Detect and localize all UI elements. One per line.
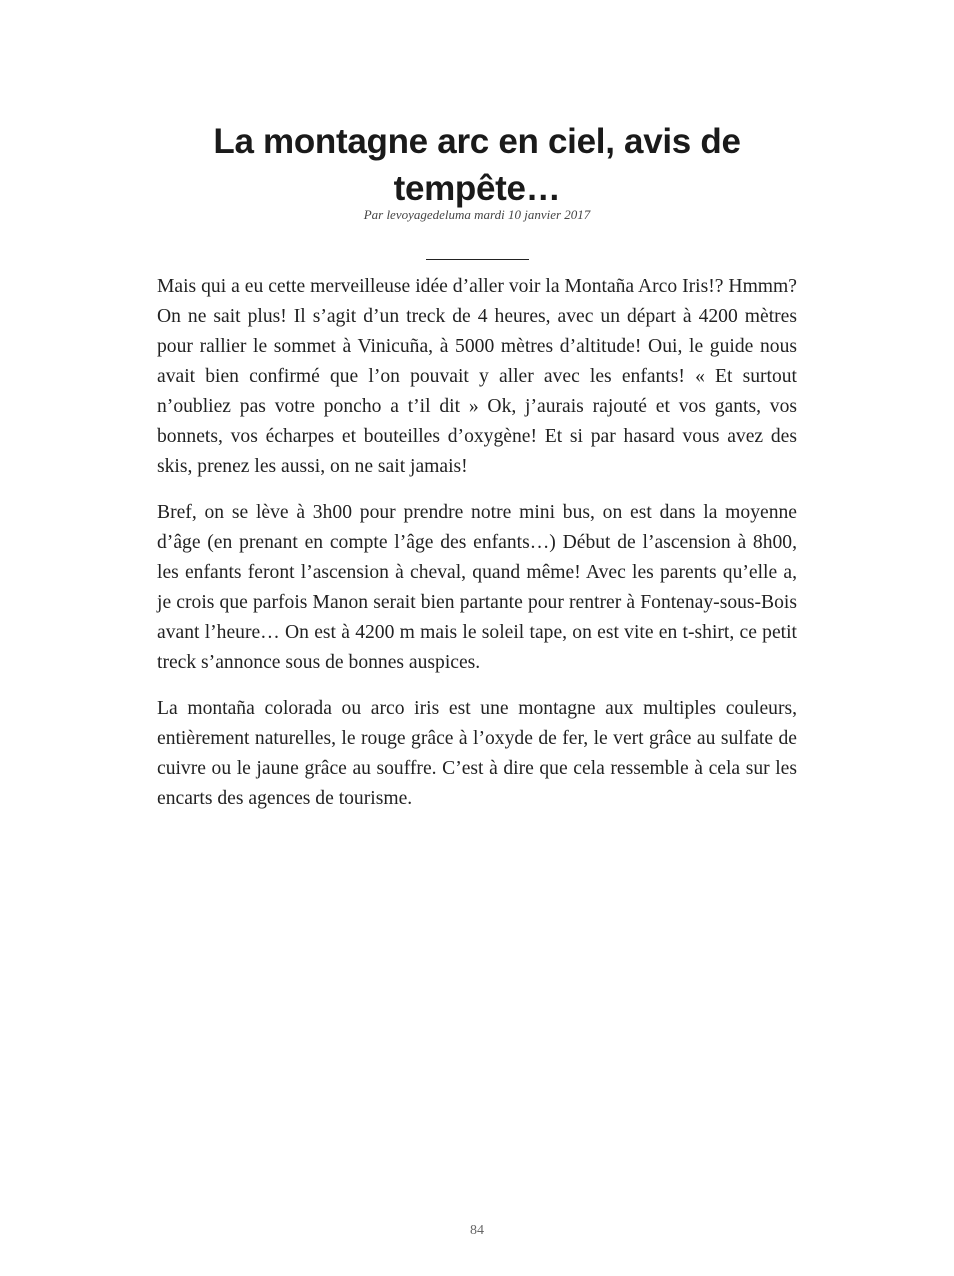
paragraph-1: Mais qui a eu cette merveilleuse idée d’aller voir la Montaña Arco Iris!? Hmmm? On ne sait plus! Il s’agit d’un treck de 4 heures, avec un départ à 4200 mètres pour rallier le sommet à Vinicuña, à 5000 mètres d’altitude! Oui, le guide nous avait bien confirmé que l’on pouvait y aller avec les enfants! « Et surtout n’oubliez pas votre poncho a t’il dit » Ok, j’aurais rajouté et vos gants, vos bonnets, vos écharpes et bouteilles d’oxygène! Et si par hasard vous avez des skis, prenez les aussi, on ne sait jamais!	[157, 276, 797, 477]
paragraph-3: La montaña colorada ou arco iris est une montagne aux multiples couleurs, entièrement naturelles, le rouge grâce à l’oxyde de fer, le vert grâce au sulfate de cuivre ou le jaune grâce au souffre. C’est à dire que cela ressemble à cela sur les encarts des agences de tourisme.	[157, 698, 797, 809]
article-title: La montagne arc en ciel, avis de tempête…	[213, 122, 741, 208]
article-body	[157, 272, 797, 830]
title-separator	[426, 259, 529, 260]
paragraph-2: Bref, on se lève à 3h00 pour prendre notre mini bus, on est dans la moyenne d’âge (en prenant en compte l’âge des enfants…) Début de l’ascension à 8h00, les enfants feront l’ascension à cheval, quand même! Avec les parents qu’elle a, je crois que parfois Manon serait bien partante pour rentrer à Fontenay-sous-Bois avant l’heure… On est à 4200 m mais le soleil tape, on est vite en t-shirt, ce petit treck s’annonce sous de bonnes auspices.	[157, 502, 797, 673]
page-number: 84	[470, 1223, 484, 1238]
article-byline: Par levoyagedeluma mardi 10 janvier 2017	[363, 207, 591, 222]
